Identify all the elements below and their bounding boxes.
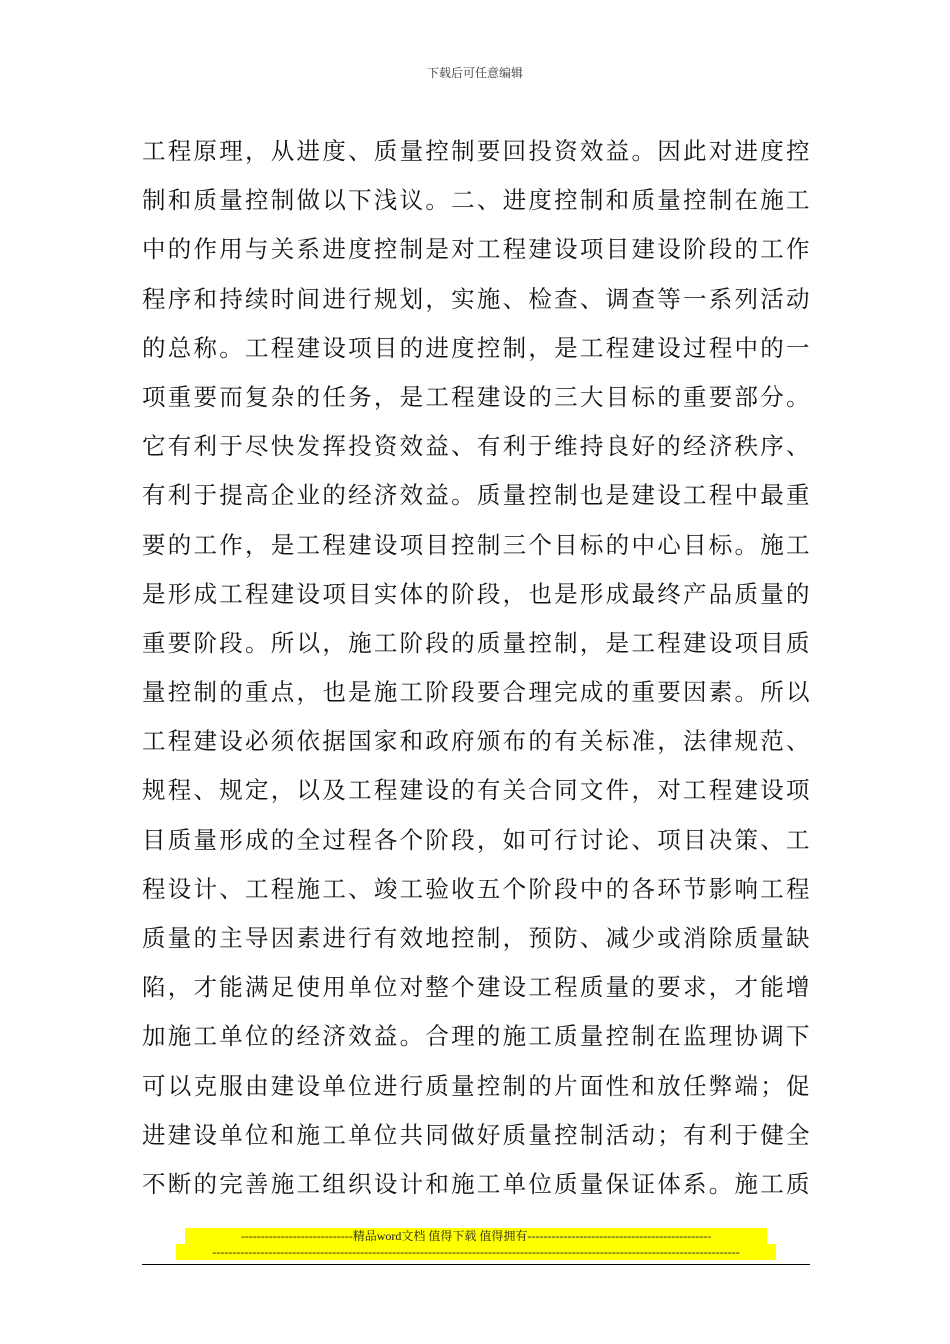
footer-rule: [142, 1264, 810, 1265]
body-line: 不断的完善施工组织设计和施工单位质量保证体系。施工质: [142, 1169, 810, 1198]
body-line: 质量的主导因素进行有效地控制，预防、减少或消除质量缺: [142, 924, 810, 952]
body-line: 有利于提高企业的经济效益。质量控制也是建设工程中最重: [142, 481, 810, 510]
body-line: 要的工作，是工程建设项目控制三个目标的中心目标。施工: [142, 530, 810, 559]
body-line: 目质量形成的全过程各个阶段，如可行讨论、项目决策、工: [142, 825, 810, 854]
body-line: 中的作用与关系进度控制是对工程建设项目建设阶段的工作: [142, 235, 810, 264]
footer-dash-line: ------------------------------------------------------------------------------------------------------------------------------------: [176, 1244, 776, 1260]
header-note: 下载后可任意编辑: [426, 66, 523, 80]
body-line: 进建设单位和施工单位共同做好质量控制活动；有利于健全: [142, 1120, 810, 1149]
body-line: 制和质量控制做以下浅议。二、进度控制和质量控制在施工: [142, 186, 810, 215]
body-line: 可以克服由建设单位进行质量控制的片面性和放任弊端；促: [142, 1071, 810, 1100]
body-line: 它有利于尽快发挥投资效益、有利于维持良好的经济秩序、: [142, 432, 810, 461]
body-line: 工程建设必须依据国家和政府颁布的有关标准，法律规范、: [142, 727, 810, 756]
body-line: 工程原理，从进度、质量控制要回投资效益。因此对进度控: [142, 137, 810, 165]
footer-promo-line: ----------------------------精品word文档 值得下载 值得拥有----------------------------------------------: [185, 1228, 767, 1244]
body-line: 程设计、工程施工、竣工验收五个阶段中的各环节影响工程: [142, 874, 810, 903]
body-line: 加施工单位的经济效益。合理的施工质量控制在监理协调下: [142, 1022, 810, 1051]
body-line: 量控制的重点，也是施工阶段要合理完成的重要因素。所以: [142, 678, 810, 707]
body-line: 陷，才能满足使用单位对整个建设工程质量的要求，才能增: [142, 973, 810, 1002]
body-line: 重要阶段。所以，施工阶段的质量控制，是工程建设项目质: [142, 628, 810, 657]
body-line: 的总称。工程建设项目的进度控制，是工程建设过程中的一: [142, 333, 810, 362]
footer-banner: [142, 1228, 810, 1260]
body-line: 规程、规定，以及工程建设的有关合同文件，对工程建设项: [142, 776, 810, 805]
document-body: [142, 127, 810, 1209]
body-line: 是形成工程建设项目实体的阶段，也是形成最终产品质量的: [142, 579, 810, 608]
body-line: 项重要而复杂的任务，是工程建设的三大目标的重要部分。: [142, 382, 810, 411]
body-line: 程序和持续时间进行规划，实施、检查、调查等一系列活动: [142, 284, 810, 313]
